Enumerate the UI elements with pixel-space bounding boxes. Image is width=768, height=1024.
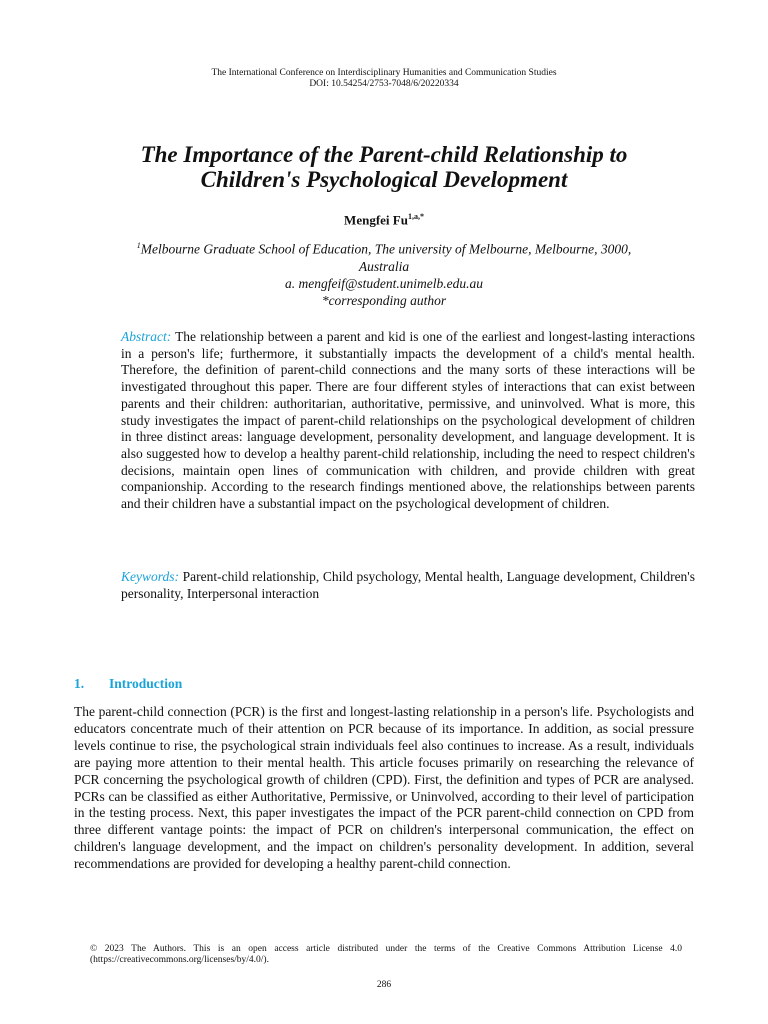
section-heading	[74, 676, 182, 692]
abstract-label: Abstract:	[121, 329, 172, 344]
affiliation-line-1: Melbourne Graduate School of Education, The university of Melbourne, Melbourne, 3000,	[140, 241, 632, 257]
conference-name: The International Conference on Interdisciplinary Humanities and Communication Studies	[211, 68, 557, 78]
author-email: a. mengfeif@student.unimelb.edu.au	[284, 275, 483, 291]
author-name: Mengfei Fu	[344, 212, 408, 228]
title-line-2: Children's Psychological Development	[200, 167, 568, 192]
corresponding-author-note: *corresponding author	[321, 292, 447, 308]
author	[0, 212, 768, 228]
keywords-label: Keywords:	[121, 569, 179, 584]
affiliation-institution	[90, 237, 678, 258]
license-notice: © 2023 The Authors. This is an open access article distributed under the terms of the Creative Commons Attribution License 4.0 (https://creativecommons.org/licenses/by/4.0/).	[90, 944, 682, 965]
affiliation-line-2: Australia	[358, 258, 410, 274]
title-line-1: The Importance of the Parent-child Relationship to	[140, 142, 628, 167]
affiliation	[90, 237, 678, 309]
abstract	[121, 329, 695, 513]
keywords	[121, 569, 695, 602]
conference-header	[0, 68, 768, 90]
section-title: Introduction	[109, 676, 183, 691]
introduction-paragraph: The parent-child connection (PCR) is the first and longest-lasting relationship in a person's life. Psychologists and educators concentrate much of their attention on PCR because of its importance. In addition, as social pressure levels continue to rise, the psychological strain individuals feel also continues to increase. As a result, individuals are paying more attention to their mental health. This article focuses primarily on researching the relevance of PCR concerning the psychological growth of children (CPD). First, the definition and types of PCR are analysed. PCRs can be classified as either Authoritative, Permissive, or Uninvolved, according to their level of participation in the testing process. Next, this paper investigates the impact of the PCR parent-child connection on CPD from three different vantage points: the impact of PCR on children's interpersonal communication, the effect on children's language development, and the impact on children's personality development. In addition, several recommendations are provided for developing a healthy parent-child connection.	[74, 704, 694, 872]
paper-title	[70, 142, 698, 192]
page-number: 286	[376, 980, 392, 990]
keywords-text: Parent-child relationship, Child psychology, Mental health, Language development, Children's personality, Interpersonal interaction	[121, 569, 695, 601]
abstract-text: The relationship between a parent and kid is one of the earliest and longest-lasting interactions in a person's life; furthermore, it substantially impacts the development of a child's mental health. Therefore, the definition of parent-child connections and the many sorts of these interactions will be investigated throughout this paper. There are four different styles of interactions that can exist between parents and their children: authoritarian, authoritative, permissive, and uninvolved. What is more, this study investigates the impact of parent-child relationships on the psychological development of children in three distinct areas: language development, personality development, and language development. It is also suggested how to develop a healthy parent-child relationship, including the need to respect children's decisions, maintain open lines of communication with children, and provide children with great companionship. According to the research findings mentioned above, the relationships between parents and their children have a substantial impact on the psychological development of children.	[121, 329, 695, 512]
affiliation-superscript: 1	[136, 241, 141, 250]
section-number: 1.	[74, 676, 85, 691]
doi: DOI: 10.54254/2753-7048/6/20220334	[309, 79, 459, 89]
author-superscript: 1,a,*	[407, 212, 424, 221]
